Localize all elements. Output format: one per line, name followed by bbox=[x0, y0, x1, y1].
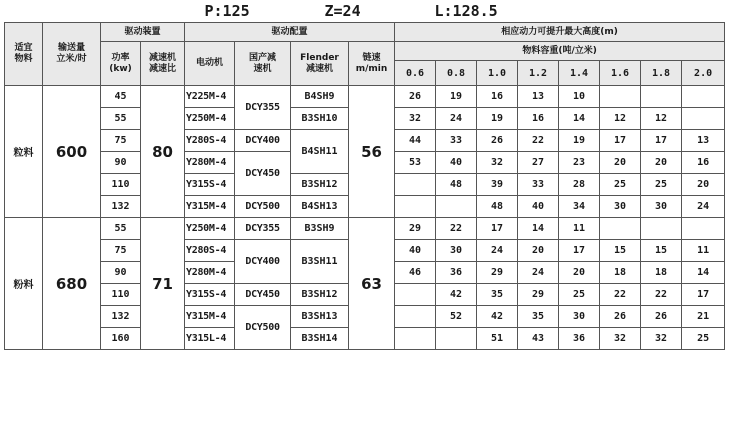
value-cell: 39 bbox=[477, 174, 518, 196]
power-cell: 132 bbox=[101, 196, 141, 218]
value-cell: 32 bbox=[600, 328, 641, 350]
value-cell: 14 bbox=[518, 218, 559, 240]
material-cell: 粉料 bbox=[5, 218, 43, 350]
value-cell: 17 bbox=[477, 218, 518, 240]
value-cell: 19 bbox=[436, 86, 477, 108]
value-cell: 53 bbox=[395, 152, 436, 174]
density-7: 2.0 bbox=[682, 61, 725, 86]
value-cell: 22 bbox=[436, 218, 477, 240]
value-cell: 36 bbox=[436, 262, 477, 284]
value-cell: 20 bbox=[518, 240, 559, 262]
flender-cell: B3SH11 bbox=[291, 240, 349, 284]
domestic-cell: DCY355 bbox=[235, 218, 291, 240]
value-cell: 24 bbox=[518, 262, 559, 284]
value-cell: 21 bbox=[682, 306, 725, 328]
value-cell: 29 bbox=[395, 218, 436, 240]
value-cell: 33 bbox=[518, 174, 559, 196]
value-cell: 11 bbox=[682, 240, 725, 262]
value-cell: 17 bbox=[641, 130, 682, 152]
caption-p: P:125 bbox=[204, 2, 250, 20]
motor-cell: Y315M-4 bbox=[185, 196, 235, 218]
power-cell: 75 bbox=[101, 130, 141, 152]
flender-cell: B4SH13 bbox=[291, 196, 349, 218]
header-domestic: 国产减 速机 bbox=[235, 42, 291, 86]
flender-cell: B3SH10 bbox=[291, 108, 349, 130]
motor-cell: Y250M-4 bbox=[185, 218, 235, 240]
value-cell bbox=[395, 284, 436, 306]
capacity-cell: 680 bbox=[43, 218, 101, 350]
value-cell: 35 bbox=[518, 306, 559, 328]
value-cell bbox=[395, 328, 436, 350]
motor-cell: Y250M-4 bbox=[185, 108, 235, 130]
value-cell: 25 bbox=[600, 174, 641, 196]
value-cell: 22 bbox=[641, 284, 682, 306]
chain-speed-cell: 56 bbox=[349, 86, 395, 218]
value-cell bbox=[395, 196, 436, 218]
header-chain-speed: 链速 m/min bbox=[349, 42, 395, 86]
domestic-cell: DCY500 bbox=[235, 306, 291, 350]
value-cell: 16 bbox=[477, 86, 518, 108]
domestic-cell: DCY450 bbox=[235, 284, 291, 306]
value-cell: 17 bbox=[682, 284, 725, 306]
table-row bbox=[5, 86, 725, 108]
flender-cell: B3SH14 bbox=[291, 328, 349, 350]
value-cell bbox=[641, 86, 682, 108]
domestic-cell: DCY400 bbox=[235, 130, 291, 152]
value-cell: 19 bbox=[477, 108, 518, 130]
motor-cell: Y280S-4 bbox=[185, 240, 235, 262]
power-cell: 75 bbox=[101, 240, 141, 262]
ratio-cell: 80 bbox=[141, 86, 185, 218]
value-cell: 42 bbox=[477, 306, 518, 328]
value-cell bbox=[436, 196, 477, 218]
value-cell: 13 bbox=[518, 86, 559, 108]
value-cell: 48 bbox=[436, 174, 477, 196]
value-cell: 35 bbox=[477, 284, 518, 306]
value-cell: 12 bbox=[641, 108, 682, 130]
motor-cell: Y280M-4 bbox=[185, 262, 235, 284]
value-cell: 18 bbox=[641, 262, 682, 284]
capacity-cell: 600 bbox=[43, 86, 101, 218]
power-cell: 55 bbox=[101, 218, 141, 240]
value-cell: 12 bbox=[600, 108, 641, 130]
domestic-cell: DCY355 bbox=[235, 86, 291, 130]
value-cell: 11 bbox=[559, 218, 600, 240]
header-capacity: 输送量 立米/时 bbox=[43, 23, 101, 86]
value-cell bbox=[600, 218, 641, 240]
value-cell: 10 bbox=[559, 86, 600, 108]
value-cell: 13 bbox=[682, 130, 725, 152]
power-cell: 90 bbox=[101, 262, 141, 284]
value-cell: 27 bbox=[518, 152, 559, 174]
value-cell: 15 bbox=[641, 240, 682, 262]
value-cell: 52 bbox=[436, 306, 477, 328]
value-cell: 40 bbox=[518, 196, 559, 218]
value-cell: 25 bbox=[559, 284, 600, 306]
value-cell: 30 bbox=[559, 306, 600, 328]
density-0: 0.6 bbox=[395, 61, 436, 86]
value-cell: 16 bbox=[682, 152, 725, 174]
chain-speed-cell: 63 bbox=[349, 218, 395, 350]
motor-cell: Y280S-4 bbox=[185, 130, 235, 152]
density-3: 1.2 bbox=[518, 61, 559, 86]
value-cell: 20 bbox=[641, 152, 682, 174]
power-cell: 132 bbox=[101, 306, 141, 328]
flender-cell: B3SH12 bbox=[291, 284, 349, 306]
density-4: 1.4 bbox=[559, 61, 600, 86]
value-cell bbox=[436, 328, 477, 350]
density-5: 1.6 bbox=[600, 61, 641, 86]
power-cell: 110 bbox=[101, 284, 141, 306]
value-cell: 23 bbox=[559, 152, 600, 174]
header-motor: 电动机 bbox=[185, 42, 235, 86]
value-cell: 24 bbox=[436, 108, 477, 130]
header-drive-config: 驱动配置 bbox=[185, 23, 395, 42]
value-cell: 17 bbox=[600, 130, 641, 152]
header-power: 功率 (kw) bbox=[101, 42, 141, 86]
power-cell: 160 bbox=[101, 328, 141, 350]
value-cell: 29 bbox=[477, 262, 518, 284]
domestic-cell: DCY450 bbox=[235, 152, 291, 196]
domestic-cell: DCY500 bbox=[235, 196, 291, 218]
value-cell: 29 bbox=[518, 284, 559, 306]
value-cell: 44 bbox=[395, 130, 436, 152]
value-cell: 48 bbox=[477, 196, 518, 218]
density-2: 1.0 bbox=[477, 61, 518, 86]
flender-cell: B4SH11 bbox=[291, 130, 349, 174]
motor-cell: Y280M-4 bbox=[185, 152, 235, 174]
value-cell bbox=[682, 86, 725, 108]
value-cell: 32 bbox=[395, 108, 436, 130]
value-cell: 22 bbox=[600, 284, 641, 306]
value-cell: 26 bbox=[395, 86, 436, 108]
value-cell bbox=[395, 174, 436, 196]
value-cell: 24 bbox=[477, 240, 518, 262]
value-cell: 20 bbox=[600, 152, 641, 174]
value-cell: 16 bbox=[518, 108, 559, 130]
power-cell: 110 bbox=[101, 174, 141, 196]
value-cell bbox=[641, 218, 682, 240]
value-cell: 20 bbox=[682, 174, 725, 196]
value-cell: 30 bbox=[436, 240, 477, 262]
value-cell: 34 bbox=[559, 196, 600, 218]
power-cell: 45 bbox=[101, 86, 141, 108]
value-cell bbox=[682, 108, 725, 130]
value-cell: 28 bbox=[559, 174, 600, 196]
value-cell: 32 bbox=[477, 152, 518, 174]
table-row bbox=[5, 218, 725, 240]
motor-cell: Y315M-4 bbox=[185, 306, 235, 328]
header-lift-height: 相应动力可提升最大高度(m) bbox=[395, 23, 725, 42]
value-cell bbox=[395, 306, 436, 328]
caption-z: Z=24 bbox=[324, 2, 361, 20]
value-cell: 40 bbox=[395, 240, 436, 262]
value-cell: 14 bbox=[559, 108, 600, 130]
header-ratio: 减速机 减速比 bbox=[141, 42, 185, 86]
value-cell: 20 bbox=[559, 262, 600, 284]
ratio-cell: 71 bbox=[141, 218, 185, 350]
flender-cell: B3SH12 bbox=[291, 174, 349, 196]
value-cell: 26 bbox=[641, 306, 682, 328]
value-cell: 26 bbox=[477, 130, 518, 152]
header-flender: Flender 减速机 bbox=[291, 42, 349, 86]
bucket-elevator-table bbox=[4, 22, 725, 350]
value-cell: 15 bbox=[600, 240, 641, 262]
motor-cell: Y315S-4 bbox=[185, 284, 235, 306]
motor-cell: Y225M-4 bbox=[185, 86, 235, 108]
value-cell: 51 bbox=[477, 328, 518, 350]
value-cell: 17 bbox=[559, 240, 600, 262]
value-cell: 25 bbox=[682, 328, 725, 350]
power-cell: 55 bbox=[101, 108, 141, 130]
value-cell bbox=[682, 218, 725, 240]
value-cell: 18 bbox=[600, 262, 641, 284]
header-drive-device: 驱动装置 bbox=[101, 23, 185, 42]
value-cell: 46 bbox=[395, 262, 436, 284]
value-cell: 36 bbox=[559, 328, 600, 350]
value-cell: 22 bbox=[518, 130, 559, 152]
value-cell: 32 bbox=[641, 328, 682, 350]
value-cell: 25 bbox=[641, 174, 682, 196]
value-cell: 19 bbox=[559, 130, 600, 152]
value-cell: 30 bbox=[641, 196, 682, 218]
value-cell: 40 bbox=[436, 152, 477, 174]
motor-cell: Y315S-4 bbox=[185, 174, 235, 196]
flender-cell: B3SH13 bbox=[291, 306, 349, 328]
motor-cell: Y315L-4 bbox=[185, 328, 235, 350]
value-cell: 43 bbox=[518, 328, 559, 350]
value-cell: 24 bbox=[682, 196, 725, 218]
value-cell bbox=[600, 86, 641, 108]
value-cell: 30 bbox=[600, 196, 641, 218]
caption-l: L:128.5 bbox=[434, 2, 498, 20]
density-6: 1.8 bbox=[641, 61, 682, 86]
flender-cell: B3SH9 bbox=[291, 218, 349, 240]
flender-cell: B4SH9 bbox=[291, 86, 349, 108]
header-density: 物料容重(吨/立米) bbox=[395, 42, 725, 61]
domestic-cell: DCY400 bbox=[235, 240, 291, 284]
power-cell: 90 bbox=[101, 152, 141, 174]
density-1: 0.8 bbox=[436, 61, 477, 86]
value-cell: 33 bbox=[436, 130, 477, 152]
value-cell: 42 bbox=[436, 284, 477, 306]
value-cell: 26 bbox=[600, 306, 641, 328]
material-cell: 粒料 bbox=[5, 86, 43, 218]
value-cell: 14 bbox=[682, 262, 725, 284]
header-material: 适宜 物料 bbox=[5, 23, 43, 86]
table-caption bbox=[0, 0, 729, 22]
